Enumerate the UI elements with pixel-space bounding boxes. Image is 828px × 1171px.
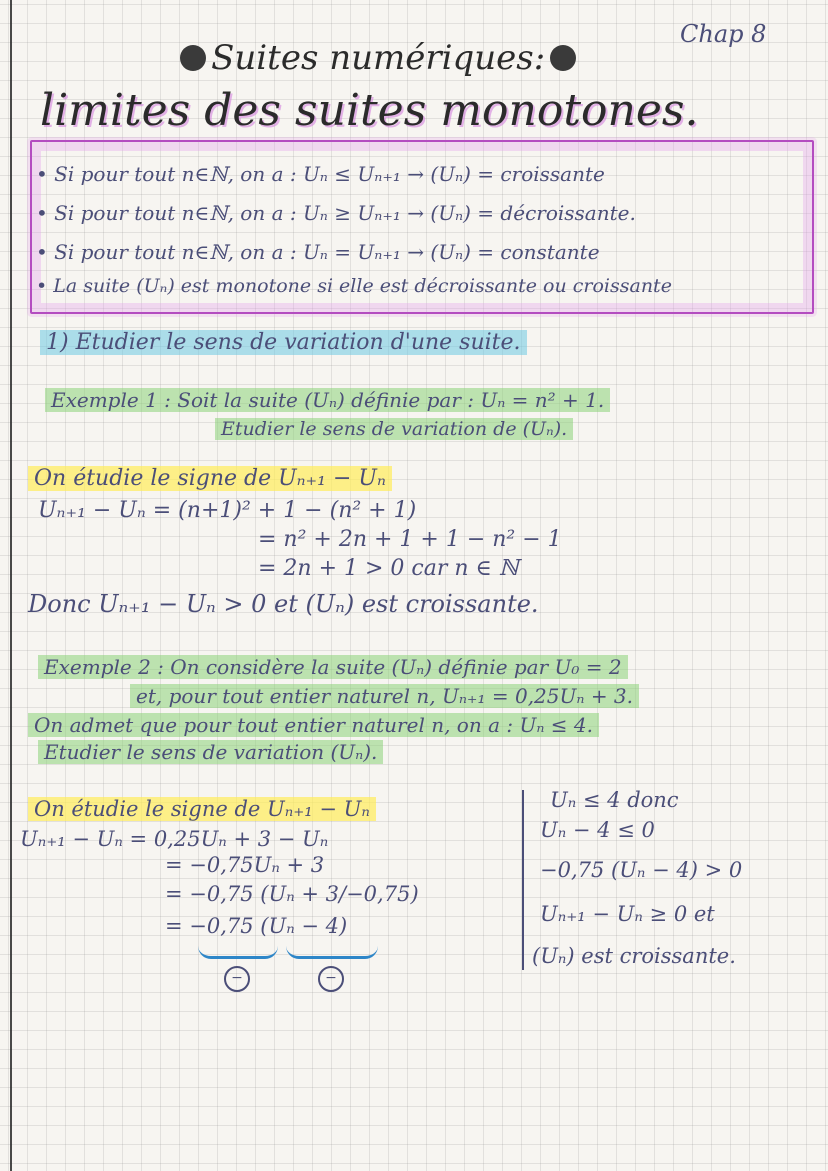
sign-minus-icon: − (224, 966, 250, 992)
title-line2: limites des suites monotones. (40, 85, 699, 136)
definition-item: • Si pour tout n∈ℕ, on a : Uₙ ≥ Uₙ₊₁ → (Uₙ) = décroissante. (36, 201, 636, 225)
example1-step: = 2n + 1 > 0 car n ∈ ℕ (258, 556, 519, 581)
definition-item: • La suite (Uₙ) est monotone si elle est décroissante ou croissante (36, 275, 672, 297)
vertical-separator (522, 790, 524, 970)
sign-minus-icon: − (318, 966, 344, 992)
example2-line1: Exemple 2 : On considère la suite (Uₙ) définie par U₀ = 2 (38, 655, 628, 679)
side-reasoning-line: Uₙ − 4 ≤ 0 (540, 818, 655, 842)
side-reasoning-line: Uₙ₊₁ − Uₙ ≥ 0 et (540, 902, 715, 926)
definition-item: • Si pour tout n∈ℕ, on a : Uₙ = Uₙ₊₁ → (Uₙ) = constante (36, 240, 600, 264)
title-text: Suites numériques: (211, 38, 546, 78)
example1-line1: Exemple 1 : Soit la suite (Uₙ) définie par : Uₙ = n² + 1. (45, 388, 610, 412)
example2-step: = −0,75 (Uₙ − 4) (165, 914, 348, 938)
bullet-dot-icon (180, 45, 206, 71)
bullet-dot-icon (550, 45, 576, 71)
example2-step: On étudie le signe de Uₙ₊₁ − Uₙ (28, 797, 376, 821)
title-line1 (180, 38, 576, 78)
side-reasoning-line: (Uₙ) est croissante. (532, 944, 736, 968)
brace-underline (198, 946, 278, 959)
page-margin-line (10, 0, 12, 1171)
definition-item: • Si pour tout n∈ℕ, on a : Uₙ ≤ Uₙ₊₁ → (Uₙ) = croissante (36, 162, 605, 186)
chapter-label: Chap 8 (680, 20, 767, 48)
example2-step: = −0,75 (Uₙ + 3/−0,75) (165, 882, 419, 906)
example2-line4: Etudier le sens de variation (Uₙ). (38, 740, 383, 764)
brace-underline (286, 946, 378, 959)
side-reasoning-line: Uₙ ≤ 4 donc (550, 788, 679, 812)
example2-step: = −0,75Uₙ + 3 (165, 853, 325, 877)
example2-line3: On admet que pour tout entier naturel n, on a : Uₙ ≤ 4. (28, 713, 599, 737)
example1-step: Uₙ₊₁ − Uₙ = (n+1)² + 1 − (n² + 1) (38, 498, 417, 523)
section-heading: 1) Etudier le sens de variation d'une suite. (40, 330, 527, 355)
example2-line2: et, pour tout entier naturel n, Uₙ₊₁ = 0,25Uₙ + 3. (130, 684, 639, 708)
example1-conclusion: Donc Uₙ₊₁ − Uₙ > 0 et (Uₙ) est croissante. (28, 590, 539, 618)
example1-line2: Etudier le sens de variation de (Uₙ). (215, 418, 573, 440)
side-reasoning-line: −0,75 (Uₙ − 4) > 0 (540, 858, 743, 882)
example1-step: = n² + 2n + 1 + 1 − n² − 1 (258, 527, 562, 552)
example1-step: On étudie le signe de Uₙ₊₁ − Uₙ (28, 466, 392, 491)
example2-step: Uₙ₊₁ − Uₙ = 0,25Uₙ + 3 − Uₙ (20, 827, 329, 851)
